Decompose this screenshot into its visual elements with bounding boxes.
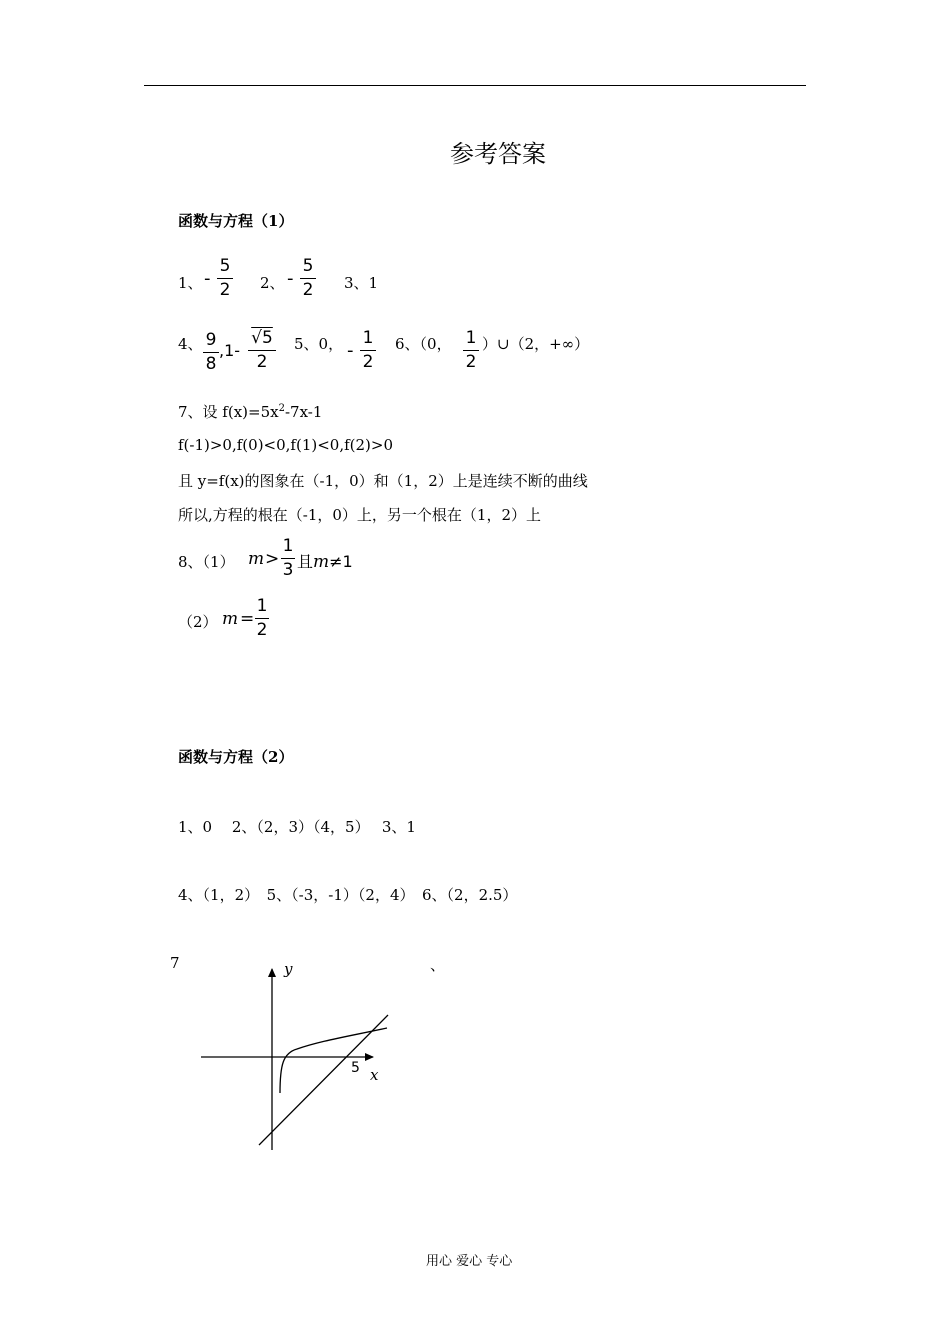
section2-heading: 函数与方程（2） xyxy=(178,748,294,766)
q6-prefix: 6、（0， xyxy=(395,335,452,353)
q5-fraction-bar xyxy=(360,350,376,351)
header-rule xyxy=(144,85,806,86)
q8-2-fraction-bar xyxy=(255,618,269,619)
q4-sqrt-numerator: √5 xyxy=(251,328,273,348)
q7-graph xyxy=(195,955,395,1155)
q8-neq: ≠1 xyxy=(329,552,353,571)
q4-fraction-bar xyxy=(203,352,219,353)
q7-line1-b: -7x-1 xyxy=(284,403,323,421)
q8-denominator: 3 xyxy=(282,560,294,580)
q6-suffix: ）∪（2，+∞） xyxy=(482,335,590,353)
q4-denominator: 8 xyxy=(205,354,217,374)
q8-fraction-bar xyxy=(281,558,295,559)
q5-text: 5、0， xyxy=(294,335,344,353)
q8-2-numerator: 1 xyxy=(256,596,268,616)
q8-m2: m xyxy=(313,552,330,572)
q8-2-fraction xyxy=(255,598,269,639)
q7-line1 xyxy=(178,401,322,422)
q7-line1-a: 7、设 f(x)=5x xyxy=(178,403,279,421)
q1-sign: - xyxy=(204,268,211,289)
q8-2-denominator: 2 xyxy=(256,620,268,640)
q8-prefix: 8、（1） xyxy=(178,553,235,571)
q2-fraction-bar xyxy=(300,278,316,279)
q5-denominator: 2 xyxy=(362,352,374,372)
q1-fraction xyxy=(217,258,233,299)
q5-fraction xyxy=(360,330,376,371)
q8-fraction xyxy=(281,538,295,579)
q6-denominator: 2 xyxy=(465,352,477,372)
page-title: 参考答案 xyxy=(450,140,546,168)
q6-fraction-bar xyxy=(463,350,479,351)
q8-m: m xyxy=(248,549,265,569)
q3-answer: 3、1 xyxy=(344,274,379,292)
q8-numerator: 1 xyxy=(282,536,294,556)
q4-sqrt-denominator: 2 xyxy=(256,352,268,372)
q7-line2: f(-1)>0,f(0)<0,f(1)<0,f(2)>0 xyxy=(178,436,394,454)
q4-middle: ,1- xyxy=(219,341,241,360)
x-axis-label: x xyxy=(370,1066,379,1084)
q1-fraction-bar xyxy=(217,278,233,279)
q2-denominator: 2 xyxy=(302,280,314,300)
y-axis-label: y xyxy=(284,960,293,978)
q1-denominator: 2 xyxy=(219,280,231,300)
q4-fraction xyxy=(203,332,219,373)
q8-2-m: m xyxy=(222,609,239,629)
section2-line1: 1、0 2、（2，3）（4，5） 3、1 xyxy=(178,818,416,836)
q8-condition xyxy=(297,549,353,572)
q4-prefix: 4、 xyxy=(178,335,203,353)
q2-numerator: 5 xyxy=(302,256,314,276)
page-footer: 用心 爱心 专心 xyxy=(426,1254,513,1269)
q2-sign: - xyxy=(287,268,294,289)
q6-fraction xyxy=(463,330,479,371)
q4-numerator: 9 xyxy=(205,330,217,350)
section2-q7-mark: 、 xyxy=(430,956,446,974)
q7-line3: 且 y=f(x)的图象在（-1，0）和（1，2）上是连续不断的曲线 xyxy=(178,472,588,490)
q5-numerator: 1 xyxy=(362,328,374,348)
section2-line2: 4、（1，2） 5、（-3，-1）（2，4） 6、（2，2.5） xyxy=(178,886,518,904)
q4-sqrt-fraction xyxy=(248,330,276,371)
q1-numerator: 5 xyxy=(219,256,231,276)
q2-prefix: 2、 xyxy=(260,274,285,292)
x-tick-label: 5 xyxy=(351,1060,360,1076)
section2-q7-label: 7 xyxy=(170,954,180,972)
section1-heading: 函数与方程（1） xyxy=(178,212,294,230)
q8-greater: > xyxy=(265,549,280,569)
q4-sqrt-fraction-bar xyxy=(248,350,276,351)
linear-line xyxy=(259,1015,388,1145)
q7-line4: 所以,方程的根在（-1，0）上，另一个根在（1，2）上 xyxy=(178,506,542,524)
q8-2-equals: = xyxy=(240,609,255,629)
q8-2-prefix: （2） xyxy=(178,613,218,631)
q7-exponent: 2 xyxy=(278,403,285,414)
q5-sign: - xyxy=(347,340,354,361)
q8-and: 且 xyxy=(297,552,314,571)
q2-fraction xyxy=(300,258,316,299)
q1-prefix: 1、 xyxy=(178,274,203,292)
q6-numerator: 1 xyxy=(465,328,477,348)
